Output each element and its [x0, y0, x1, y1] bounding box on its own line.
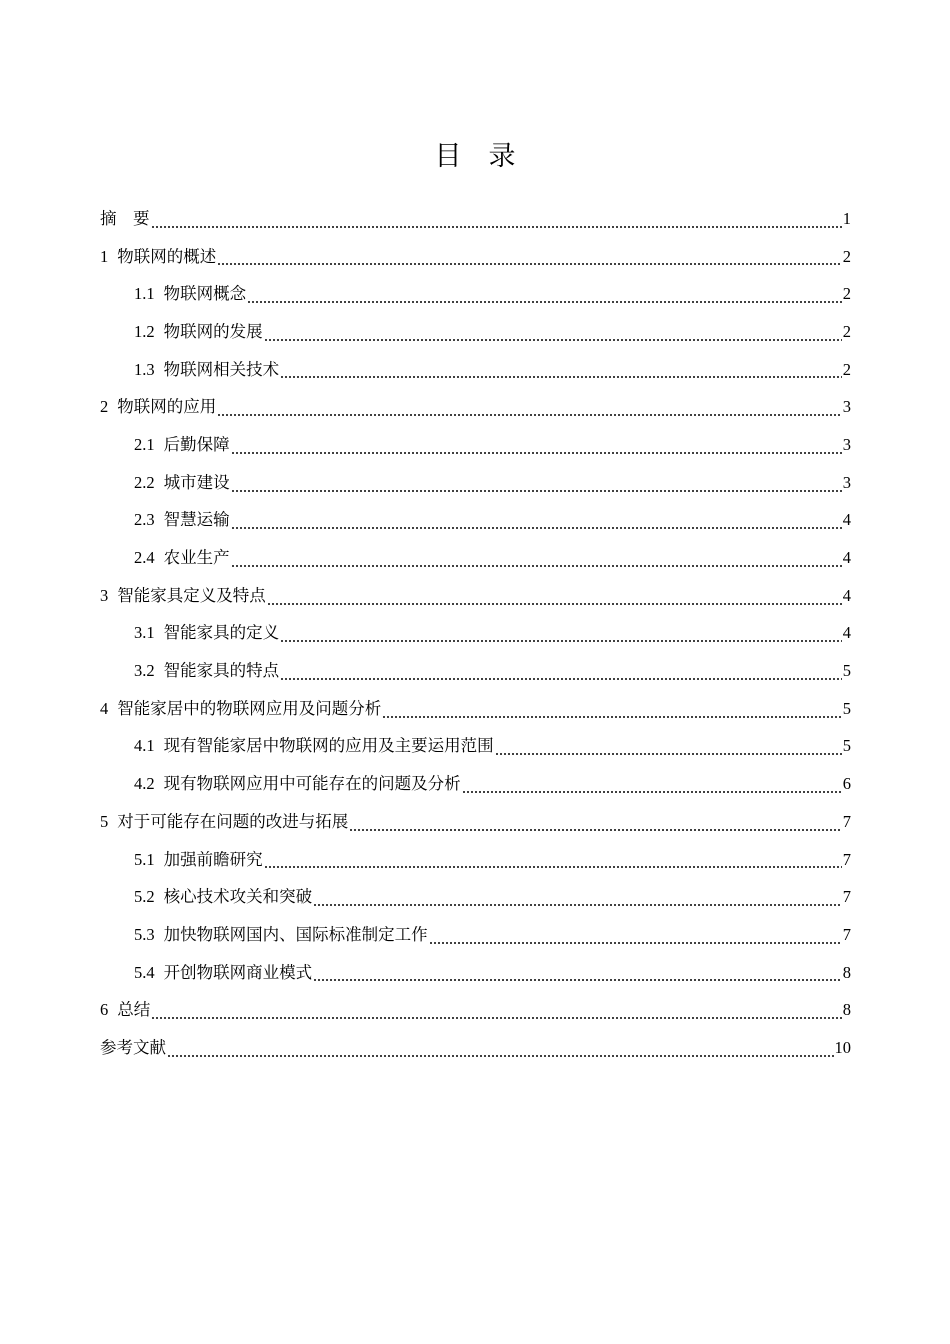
toc-entry[interactable]	[100, 991, 851, 1029]
toc-entry[interactable]	[100, 464, 851, 502]
dot-leader	[151, 1000, 842, 1020]
dot-leader	[280, 661, 842, 681]
toc-entry-number: 4.1	[134, 736, 155, 756]
toc-entry[interactable]	[100, 728, 851, 766]
toc-entry-page: 3	[842, 397, 851, 417]
dot-leader	[382, 699, 842, 719]
toc-entry-page: 4	[842, 585, 851, 605]
toc-entry-label: 农业生产	[163, 548, 230, 568]
toc-entry-number: 5.2	[134, 887, 155, 907]
toc-entry-page: 2	[842, 284, 851, 304]
toc-entry-page: 7	[842, 849, 851, 869]
toc-entry-label: 后勤保障	[163, 434, 230, 454]
toc-entry-label: 智能家具的定义	[163, 623, 280, 643]
toc-entry-number: 2.4	[134, 548, 155, 568]
toc-entry[interactable]	[100, 878, 851, 916]
toc-entry-page: 2	[842, 321, 851, 341]
toc-entry-number: 2.3	[134, 510, 155, 530]
toc-entry[interactable]	[100, 652, 851, 690]
toc-entry-number: 5.3	[134, 924, 155, 944]
toc-entry-number: 3.2	[134, 661, 155, 681]
toc-entry-number: 4	[100, 698, 109, 718]
dot-leader	[264, 849, 842, 869]
toc-entry-label: 现有智能家居中物联网的应用及主要运用范围	[163, 736, 494, 756]
toc-entry[interactable]	[100, 841, 851, 879]
toc-entry-number: 1	[100, 246, 109, 266]
toc-entry-label: 摘 要	[100, 208, 150, 228]
toc-entry-number: 4.2	[134, 774, 155, 794]
toc-entry-number: 5	[100, 811, 109, 831]
dot-leader	[167, 1038, 834, 1058]
toc-entry[interactable]	[100, 426, 851, 464]
toc-entry-label: 对于可能存在问题的改进与拓展	[117, 811, 349, 831]
dot-leader	[264, 322, 842, 342]
toc-entry-number: 2	[100, 397, 109, 417]
dot-leader	[495, 736, 842, 756]
toc-entry[interactable]	[100, 954, 851, 992]
toc-entry-page: 7	[842, 811, 851, 831]
toc-entry-number: 5.4	[134, 962, 155, 982]
toc-entry-label: 物联网的发展	[163, 321, 263, 341]
toc-entry[interactable]	[100, 351, 851, 389]
toc-entry[interactable]	[100, 388, 851, 426]
toc-entry[interactable]	[100, 577, 851, 615]
dot-leader	[247, 284, 842, 304]
toc-entry-label: 物联网的概述	[117, 246, 217, 266]
toc-entry-number: 1.2	[134, 321, 155, 341]
toc-entry-page: 4	[842, 510, 851, 530]
toc-entry[interactable]	[100, 803, 851, 841]
toc-entry-number: 3.1	[134, 623, 155, 643]
toc-entry-number: 2.1	[134, 434, 155, 454]
dot-leader	[313, 962, 842, 982]
toc-entry[interactable]	[100, 200, 851, 238]
toc-entry[interactable]	[100, 916, 851, 954]
toc-entry-label: 总结	[117, 1000, 151, 1020]
toc-entry-number: 1.1	[134, 284, 155, 304]
dot-leader	[231, 435, 842, 455]
toc-entry-page: 7	[842, 924, 851, 944]
toc-entry-page: 3	[842, 434, 851, 454]
toc-entry-label: 物联网的应用	[117, 397, 217, 417]
toc-entry-label: 智能家居中的物联网应用及问题分析	[117, 698, 382, 718]
toc-entry-number: 5.1	[134, 849, 155, 869]
toc-entry-label: 城市建设	[163, 472, 230, 492]
toc-entry-page: 2	[842, 359, 851, 379]
dot-leader	[217, 246, 842, 266]
toc-entry-label: 开创物联网商业模式	[163, 962, 313, 982]
dot-leader	[280, 359, 842, 379]
toc-title: 目 录	[434, 141, 516, 172]
toc-entry-label: 智能家具的特点	[163, 661, 280, 681]
toc-entry-page: 3	[842, 472, 851, 492]
toc-entry-number: 2.2	[134, 472, 155, 492]
toc-entry-number: 3	[100, 585, 109, 605]
toc-entry-number: 1.3	[134, 359, 155, 379]
toc-entry[interactable]	[100, 539, 851, 577]
dot-leader	[267, 586, 842, 606]
toc-entry[interactable]	[100, 502, 851, 540]
toc-entry-page: 10	[834, 1037, 851, 1057]
toc-entry-label: 现有物联网应用中可能存在的问题及分析	[163, 774, 461, 794]
toc-entry[interactable]	[100, 765, 851, 803]
toc-entry-page: 5	[842, 661, 851, 681]
dot-leader	[313, 887, 842, 907]
dot-leader	[429, 925, 842, 945]
toc-entry[interactable]	[100, 615, 851, 653]
toc-entry-page: 8	[842, 1000, 851, 1020]
toc-entry[interactable]	[100, 238, 851, 276]
dot-leader	[217, 397, 842, 417]
toc-entry-label: 核心技术攻关和突破	[163, 887, 313, 907]
toc-entry-label: 智能家具定义及特点	[117, 585, 266, 605]
toc-entry-page: 4	[842, 623, 851, 643]
toc-entry-label: 参考文献	[100, 1037, 166, 1057]
toc-entry-page: 1	[842, 208, 851, 228]
dot-leader	[462, 774, 842, 794]
toc-entry-label: 物联网相关技术	[163, 359, 280, 379]
toc-entry-label: 智慧运输	[163, 510, 230, 530]
toc-entry[interactable]	[100, 690, 851, 728]
toc-entry[interactable]	[100, 275, 851, 313]
toc-entry-label: 加快物联网国内、国际标准制定工作	[163, 924, 428, 944]
dot-leader	[151, 209, 842, 229]
toc-entry-label: 加强前瞻研究	[163, 849, 263, 869]
toc-entry-page: 2	[842, 246, 851, 266]
dot-leader	[231, 473, 842, 493]
dot-leader	[280, 623, 842, 643]
toc-entry-page: 6	[842, 774, 851, 794]
toc-entry-page: 8	[842, 962, 851, 982]
toc-entry-page: 7	[842, 887, 851, 907]
dot-leader	[349, 812, 842, 832]
toc-entry-page: 5	[842, 698, 851, 718]
table-of-contents	[100, 200, 851, 1067]
toc-entry-number: 6	[100, 1000, 109, 1020]
dot-leader	[231, 548, 842, 568]
toc-entry-label: 物联网概念	[163, 284, 247, 304]
toc-entry-page: 4	[842, 548, 851, 568]
toc-entry[interactable]	[100, 1029, 851, 1067]
dot-leader	[231, 510, 842, 530]
toc-entry[interactable]	[100, 313, 851, 351]
toc-entry-page: 5	[842, 736, 851, 756]
